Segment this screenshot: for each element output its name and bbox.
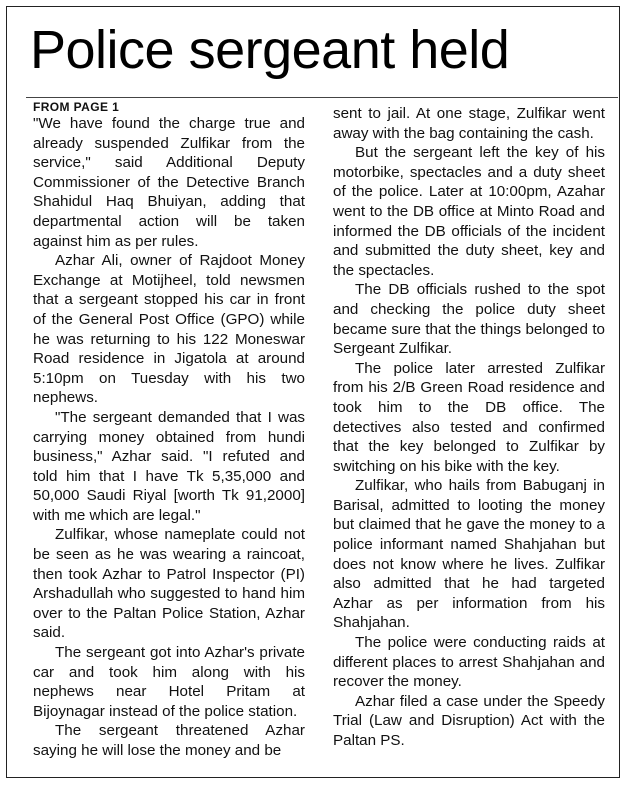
paragraph: Zulfikar, whose nameplate could not be seen as he was wearing a raincoat, then took Azhar to Patrol Inspector (PI) Arshadullah who suggested to hand him over to the Paltan Police Station, Azhar said. — [33, 526, 305, 642]
paragraph: The sergeant got into Azhar's private car and took him along with his nephews near Hotel Pritam at Bijoynagar instead of the police station. — [33, 644, 305, 720]
paragraph: "The sergeant demanded that I was carrying money obtained from hundi business," Azhar said. "I refuted and told him that I have Tk 5,35,000 and 50,000 Saudi Riyal [worth Tk 91,2000] with me which are legal." — [33, 408, 305, 524]
headline-rule — [26, 97, 618, 98]
left-column — [33, 100, 305, 761]
paragraph: The sergeant threatened Azhar saying he will lose the money and be — [33, 722, 305, 759]
paragraph: "We have found the charge true and already suspended Zulfikar from the service," said Additional Deputy Commissioner of the Detective Branch Shahidul Haq Bhuiyan, adding that departmental action will be taken against him as per rules. — [33, 115, 305, 250]
headline: Police sergeant held — [30, 20, 510, 80]
paragraph: Azhar Ali, owner of Rajdoot Money Exchange at Motijheel, told newsmen that a sergeant stopped his car in front of the General Post Office (GPO) while he was returning to his 122 Moneswar Road residence in Jigatola at around 5:10pm on Tuesday with his two nephews. — [33, 252, 305, 407]
paragraph: Azhar filed a case under the Speedy Trial (Law and Disruption) Act with the Paltan PS. — [333, 692, 605, 749]
paragraph: The police later arrested Zulfikar from his 2/B Green Road residence and took him to the DB office. The detectives also tested and confirmed that the key belonged to Zulfikar by switching on his bike with the key. — [333, 359, 605, 475]
paragraph: sent to jail. At one stage, Zulfikar went away with the bag containing the cash. — [333, 105, 605, 142]
paragraph: The DB officials rushed to the spot and checking the police duty sheet became sure that the things belonged to Sergeant Zulfikar. — [333, 281, 605, 358]
kicker: FROM PAGE 1 — [33, 100, 120, 114]
paragraph: The police were conducting raids at different places to arrest Shahjahan and recover the money. — [333, 634, 605, 691]
paragraph: Zulfikar, who hails from Babuganj in Barisal, admitted to looting the money but claimed that he gave the money to a police informant named Shahjahan but does not know where he lives. Zulfikar also admitted that he had targeted Azhar as per information from his Shahjahan. — [333, 477, 605, 632]
paragraph: But the sergeant left the key of his motorbike, spectacles and a duty sheet of the police. Later at 10:00pm, Azahar went to the DB office at Minto Road and informed the DB officials of the incident and submitted the duty sheet, key and the spectacles. — [333, 144, 605, 279]
right-column — [333, 104, 605, 751]
